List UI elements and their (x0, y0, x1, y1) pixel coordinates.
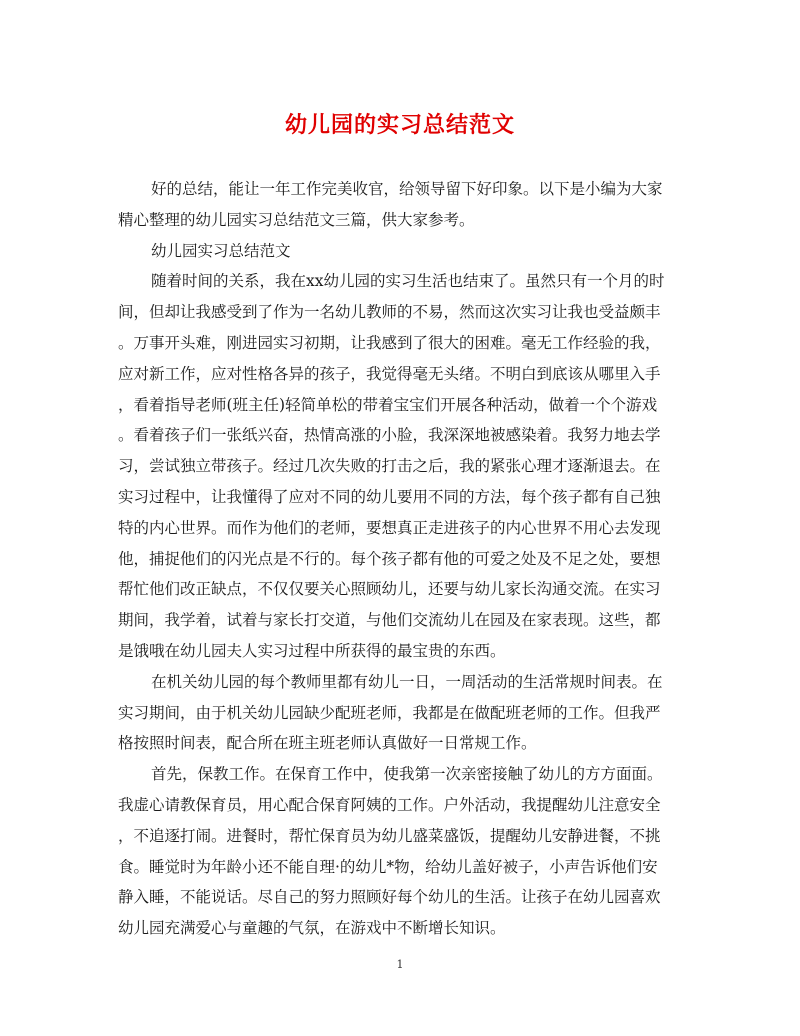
text-line: 应对新工作，应对性格各异的孩子，我觉得毫无头绪。不明白到底该从哪里入手 (118, 364, 661, 383)
text-line: 食。睡觉时为年龄小还不能自理·的幼儿*物，给幼儿盖好被子，小声告诉他们安 (118, 857, 658, 876)
text-line: ，看着指导老师(班主任)轻简单松的带着宝宝们开展各种活动，做着一个个游戏 (118, 395, 658, 414)
document-body (118, 174, 678, 944)
text-line: 是饿哦在幼儿园夫人实习过程中所获得的最宝贵的东西。 (118, 641, 506, 660)
text-line: 好的总结，能让一年工作完美收官，给领导留下好印象。以下是小编为大家 (151, 180, 663, 198)
page-number: 1 (396, 958, 404, 971)
text-line: 格按照时间表，配合所在班主班老师认真做好一日常规工作。 (118, 734, 537, 753)
text-line: ，不追逐打闹。进餐时，帮忙保育员为幼儿盛菜盛饭，提醒幼儿安静进餐，不挑 (118, 826, 661, 845)
text-line: 。看着孩子们一张纸兴奋，热情高涨的小脸，我深深地被感染着。我努力地去学 (118, 426, 661, 445)
text-line: 首先，保教工作。在保育工作中，使我第一次亲密接触了幼儿的方方面面。 (151, 765, 663, 784)
text-line: 特的内心世界。而作为他们的老师，要想真正走进孩子的内心世界不用心去发现 (118, 518, 661, 537)
text-line: 帮忙他们改正缺点，不仅仅要关心照顾幼儿，还要与幼儿家长沟通交流。在实习 (118, 580, 661, 599)
text-line: 精心整理的幼儿园实习总结范文三篇，供大家参考。 (118, 210, 475, 229)
text-line: 他，捕捉他们的闪光点是不行的。每个孩子都有他的可爱之处及不足之处，要想 (118, 549, 661, 568)
document-title: 幼儿园的实习总结范文 (284, 112, 515, 138)
text-line: 期间，我学着，试着与家长打交道，与他们交流幼儿在园及在家表现。这些，都 (118, 611, 661, 630)
text-line: 静入睡，不能说话。尽自己的努力照顾好每个幼儿的生活。让孩子在幼儿园喜欢 (118, 888, 661, 907)
text-line: 习，尝试独立带孩子。经过几次失败的打击之后，我的紧张心理才逐渐退去。在 (118, 457, 661, 476)
text-line: 实习过程中，让我懂得了应对不同的幼儿要用不同的方法，每个孩子都有自己独 (118, 487, 661, 506)
text-line: 。万事开头难，刚进园实习初期，让我感到了很大的困难。毫无工作经验的我， (118, 333, 661, 352)
text-line: 随着时间的关系，我在xx幼儿园的实习生活也结束了。虽然只有一个月的时 (151, 272, 665, 291)
text-line: 幼儿园充满爱心与童趣的气氛，在游戏中不断增长知识。 (118, 919, 506, 938)
text-line: 幼儿园实习总结范文 (151, 241, 291, 260)
text-line: 实习期间，由于机关幼儿园缺少配班老师，我都是在做配班老师的工作。但我严 (118, 703, 661, 722)
text-line: 间，但却让我感受到了作为一名幼儿教师的不易，然而这次实习让我也受益颇丰 (118, 303, 661, 322)
text-line: 在机关幼儿园的每个教师里都有幼儿一日，一周活动的生活常规时间表。在 (151, 672, 663, 691)
text-line: 我虚心请教保育员，用心配合保育阿姨的工作。户外活动，我提醒幼儿注意安全 (118, 795, 661, 814)
